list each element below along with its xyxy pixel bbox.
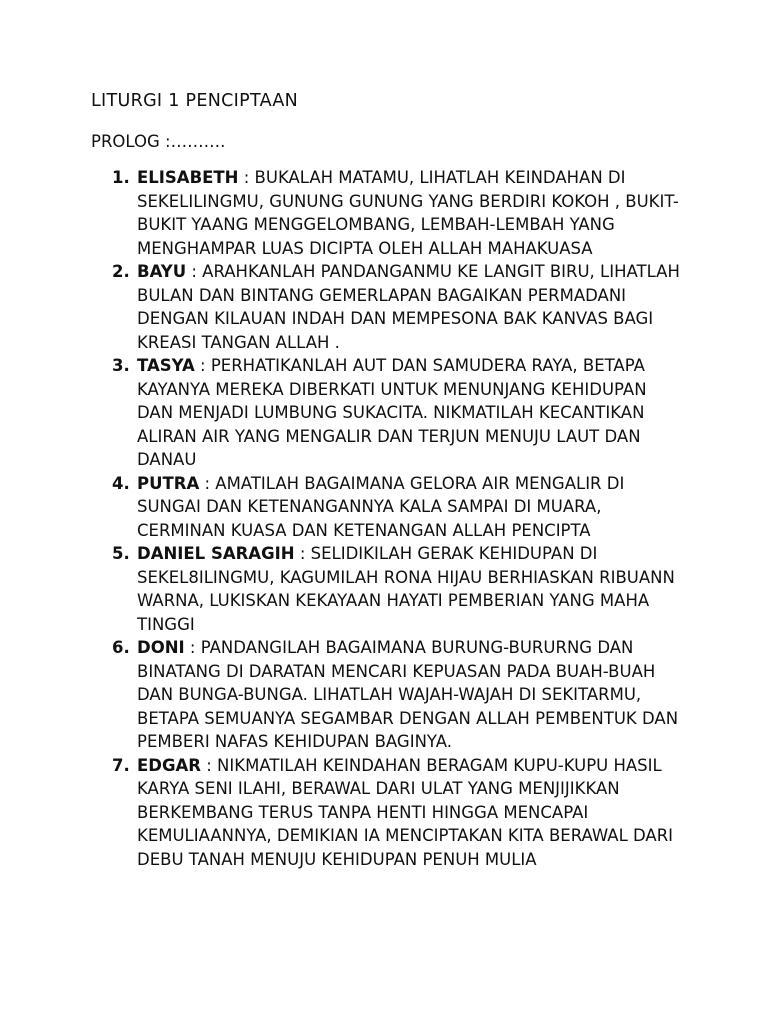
list-item [0, 754, 682, 872]
list-item [0, 166, 682, 260]
speaker-name: ELISABETH [137, 168, 239, 187]
list-item [0, 636, 682, 754]
item-number: 1. [112, 168, 130, 187]
item-number: 3. [112, 356, 130, 375]
list-item [0, 472, 682, 543]
item-number: 4. [112, 473, 130, 493]
prolog-line: PROLOG :………. [91, 132, 226, 151]
speaker-name: TASYA [137, 356, 195, 375]
list-item [0, 260, 682, 354]
item-number: 5. [112, 544, 130, 563]
item-number: 7. [112, 755, 130, 775]
speaker-name: BAYU [137, 262, 187, 281]
item-text: : PERHATIKANLAH AUT DAN SAMUDERA RAYA, BETAPA KAYANYA MEREKA DIBERKATI UNTUK MENUNJANG KEHIDUPAN DAN MENJADI LUMBUNG SUKACITA. NIKMATILAH KECANTIKAN ALIRAN AIR YANG MENGALIR DAN TERJUN MENUJU LAUT DAN DANAU [137, 356, 647, 469]
list-item [0, 542, 682, 636]
item-text: : ARAHKANLAH PANDANGANMU KE LANGIT BIRU, LIHATLAH BULAN DAN BINTANG GEMERLAPAN BAGAIKAN PERMADANI DENGAN KILAUAN INDAH DAN MEMPESONA BAK KANVAS BAGI KREASI TANGAN ALLAH . [137, 262, 680, 352]
speaker-name: EDGAR [137, 755, 201, 775]
list-item [0, 354, 682, 472]
item-number: 2. [112, 262, 130, 281]
item-text: : PANDANGILAH BAGAIMANA BURUNG-BURURNG DAN BINATANG DI DARATAN MENCARI KEPUASAN PADA BUAH-BUAH DAN BUNGA-BUNGA. LIHATLAH WAJAH-WAJAH DI SEKITARMU, BETAPA SEMUANYA SEGAMBAR DENGAN ALLAH PEMBENTUK DAN PEMBERI NAFAS KEHIDUPAN BAGINYA. [137, 638, 679, 751]
speaker-name: DONI [137, 638, 185, 657]
document-title: LITURGI 1 PENCIPTAAN [91, 91, 299, 111]
item-text: : NIKMATILAH KEINDAHAN BERAGAM KUPU-KUPU HASIL KARYA SENI ILAHI, BERAWAL DARI ULAT YANG MENJIJIKKAN BERKEMBANG TERUS TANPA HENTI HINGGA MENCAPAI KEMULIAANNYA, DEMIKIAN IA MENCIPTAKAN KITA BERAWAL DARI DEBU TANAH MENUJU KEHIDUPAN PENUH MULIA [137, 755, 674, 869]
speaker-name: DANIEL SARAGIH [137, 544, 295, 563]
item-text: : SELIDIKILAH GERAK KEHIDUPAN DI SEKEL8ILINGMU, KAGUMILAH RONA HIJAU BERHIASKAN RIBUANN WARNA, LUKISKAN KEKAYAAN HAYATI PEMBERIAN YANG MAHA TINGGI [137, 544, 675, 634]
speaker-list [0, 166, 768, 871]
item-text: : BUKALAH MATAMU, LIHATLAH KEINDAHAN DI SEKELILINGMU, GUNUNG GUNUNG YANG BERDIRI KOKOH , BUKIT-BUKIT YAANG MENGGELOMBANG, LEMBAH-LEMBAH YANG MENGHAMPAR LUAS DICIPTA OLEH ALLAH MAHAKUASA [137, 168, 679, 258]
item-number: 6. [112, 638, 130, 657]
speaker-name: PUTRA [137, 473, 200, 493]
item-text: : AMATILAH BAGAIMANA GELORA AIR MENGALIR DI SUNGAI DAN KETENANGANNYA KALA SAMPAI DI MUARA, CERMINAN KUASA DAN KETENANGAN ALLAH PENCIPTA [137, 473, 625, 540]
